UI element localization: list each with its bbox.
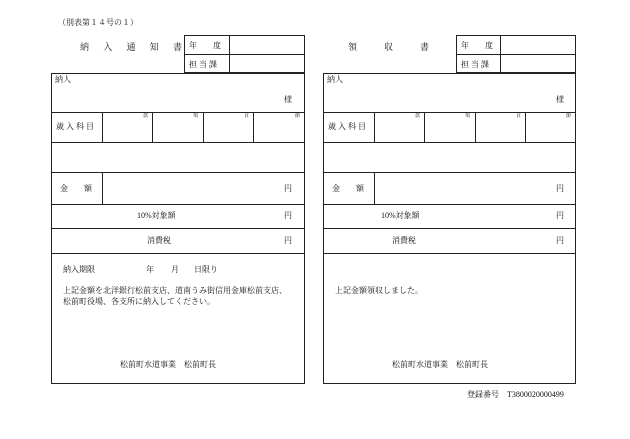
receipt-blank-row[interactable] xyxy=(324,143,575,171)
receipt-amount-label: 金 額 xyxy=(332,184,364,193)
receipt-col-kou: 項 xyxy=(465,114,471,119)
receipt-message: 上記金額領収しました。 xyxy=(335,286,423,295)
notice-amount-label: 金 額 xyxy=(60,184,92,193)
notice-message-line1: 上記金額を北洋銀行松前支店、道南うみ街信用金庫松前支店、 xyxy=(63,286,287,295)
form-number-note: （別表第１４号の１） xyxy=(58,18,138,27)
registration-number: 登録番号 T3800020000499 xyxy=(467,390,564,399)
receipt-issuer: 松前町水道事業 松前町長 xyxy=(392,360,488,369)
receipt-tax-yen: 円 xyxy=(556,236,564,245)
notice-col-setsu: 節 xyxy=(295,114,301,119)
receipt-col-moku: 目 xyxy=(516,114,522,119)
notice-deadline-year: 年 xyxy=(146,265,154,274)
receipt-tanto-field[interactable] xyxy=(501,55,575,72)
notice-taxable-yen: 円 xyxy=(284,211,292,220)
receipt-tax-label: 消費税 xyxy=(392,236,416,245)
receipt-title: 領 収 書 xyxy=(348,42,430,52)
notice-amount-field[interactable] xyxy=(104,174,279,202)
receipt-nendo-label: 年 度 xyxy=(461,41,493,50)
receipt-amount-yen: 円 xyxy=(556,184,564,193)
receipt-kamoku-label: 歳 入 科 目 xyxy=(328,122,366,131)
notice-amount-yen: 円 xyxy=(284,184,292,193)
receipt-taxable-label: 10%対象額 xyxy=(381,211,420,220)
receipt-col-kan: 款 xyxy=(415,114,421,119)
notice-deadline-month: 月 xyxy=(171,265,179,274)
receipt-nendo-field[interactable] xyxy=(501,36,575,53)
notice-tanto-label: 担 当 課 xyxy=(189,60,217,69)
notice-payer-label: 納人 xyxy=(55,75,71,84)
notice-payer-field[interactable] xyxy=(70,80,275,110)
notice-deadline-day: 日限り xyxy=(194,265,218,274)
notice-kamoku-label: 歳 入 科 目 xyxy=(56,122,94,131)
notice-col-kan: 款 xyxy=(143,114,149,119)
notice-tax-label: 消費税 xyxy=(147,236,171,245)
receipt-payer-label: 納人 xyxy=(327,75,343,84)
receipt-sama: 様 xyxy=(556,95,564,104)
receipt-payer-field[interactable] xyxy=(342,80,547,110)
notice-deadline-label: 納入期限 xyxy=(63,265,95,274)
receipt-col-setsu: 節 xyxy=(566,114,572,119)
notice-blank-row[interactable] xyxy=(52,143,304,171)
notice-issuer: 松前町水道事業 松前町長 xyxy=(120,360,216,369)
receipt-tanto-label: 担 当 課 xyxy=(461,60,489,69)
notice-nendo-label: 年 度 xyxy=(189,41,221,50)
notice-nendo-field[interactable] xyxy=(230,36,304,53)
notice-message-line2: 松前町役場、各支所に納入してください。 xyxy=(63,297,215,306)
notice-tax-yen: 円 xyxy=(284,236,292,245)
notice-sama: 様 xyxy=(284,95,292,104)
notice-title: 納 入 通 知 書 xyxy=(80,42,189,52)
notice-col-kou: 項 xyxy=(193,114,199,119)
notice-taxable-label: 10%対象額 xyxy=(137,211,176,220)
receipt-amount-field[interactable] xyxy=(376,174,551,202)
receipt-taxable-yen: 円 xyxy=(556,211,564,220)
notice-tanto-field[interactable] xyxy=(230,55,304,72)
notice-col-moku: 目 xyxy=(244,114,250,119)
